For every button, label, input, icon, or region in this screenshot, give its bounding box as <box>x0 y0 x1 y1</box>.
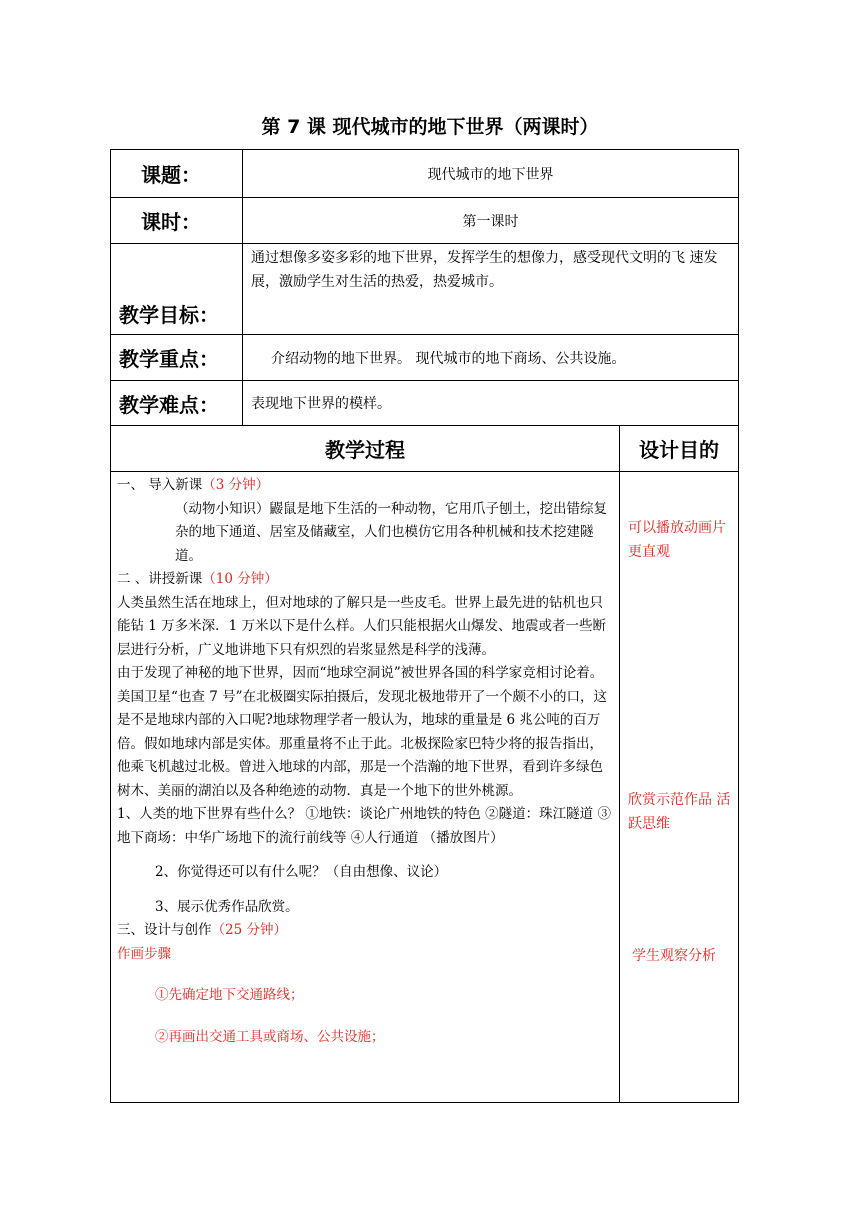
section-2-heading <box>117 568 615 592</box>
question-1: 1、人类的地下世界有些什么？ ①地铁：谈论广州地铁的特色 ②隧道：珠江隧道 ③地下商场：中华广场地下的流行前线等 ④人行通道 （播放图片） <box>117 806 611 846</box>
goal-row <box>111 244 739 335</box>
section-3-heading <box>117 919 615 943</box>
section-2-title: 二 、讲授新课 <box>117 571 203 587</box>
purpose-3: 学生观察分析 <box>632 948 716 964</box>
lesson-plan-table <box>110 149 739 1103</box>
section-1-text: （动物小知识）鼹鼠是地下生活的一种动物，它用爪子刨土，挖出错综复 杂的地下通道、居室及储藏室，人们也模仿它用各种机械和技术挖建隧道。 <box>175 500 607 564</box>
key-label: 教学重点： <box>111 335 243 381</box>
section-1-title: 一、 导入新课 <box>117 477 203 493</box>
drawing-step-1: ①先确定地下交通路线； <box>155 987 304 1003</box>
section-header-row <box>111 426 739 472</box>
purpose-2: 欣赏示范作品 活跃思维 <box>628 792 731 832</box>
period-value: 第一课时 <box>243 198 739 244</box>
process-header: 教学过程 <box>111 426 620 472</box>
difficulty-value: 表现地下世界的模样。 <box>243 381 739 426</box>
goal-label: 教学目标： <box>111 244 243 335</box>
section-2-time: （10 分钟） <box>202 571 278 587</box>
spacer <box>117 850 615 861</box>
period-row <box>111 198 739 244</box>
section-2-paragraph-1: 人类虽然生活在地球上，但对地球的了解只是一些皮毛。世界上最先进的钻机也只能钻 1 万多米深．1 万米以下是什么样。人们只能根据火山爆发、地震或者一些断层进行分析，广义地讲地下只有炽烈的岩浆显然是科学的浅薄。 <box>117 594 607 658</box>
question-3: 3、展示优秀作品欣赏。 <box>155 898 299 915</box>
process-content <box>111 472 620 1103</box>
period-label: 课时： <box>111 198 243 244</box>
process-row <box>111 472 739 1103</box>
spacer <box>117 966 615 984</box>
drawing-step-2: ②再画出交通工具或商场、公共设施； <box>155 1028 385 1045</box>
topic-label: 课题： <box>111 150 243 198</box>
question-2: 2、你觉得还可以有什么呢？（自由想像、议论） <box>155 864 448 880</box>
difficulty-row <box>111 381 739 426</box>
drawing-steps-label: 作画步骤 <box>117 945 171 962</box>
purpose-content <box>620 472 739 1103</box>
topic-row <box>111 150 739 198</box>
section-3-time: （25 分钟） <box>211 922 287 938</box>
section-2-paragraph-2: 由于发现了神秘的地下世界，因而“地球空洞说”被世界各国的科学家竞相讨论着。美国卫星“也查 7 号”在北极圈实际拍摄后，发现北极地带开了一个颇不小的口，这是不是地球内部的入口呢?地球物理学者一般认为，地球的重量是 6 兆公吨的百万倍。假如地球内部是实体。那重量将不止于此。北极探险家巴特少将的报告指出，他乘飞机越过北极。曾进入地球的内部，那是一个浩瀚的地下世界，看到许多绿色树木、美丽的湖泊以及各种绝迹的动物．真是一个地下的世外桃源。 <box>117 665 607 799</box>
goal-value: 通过想像多姿多彩的地下世界，发挥学生的想像力，感受现代文明的飞 速发展，激励学生对生活的热爱，热爱城市。 <box>243 244 739 335</box>
section-1-time: （3 分钟） <box>202 477 270 493</box>
page-title: 第 7 课 现代城市的地下世界（两课时） <box>261 116 599 138</box>
key-row <box>111 335 739 381</box>
purpose-header: 设计目的 <box>620 426 739 472</box>
spacer <box>117 1008 615 1026</box>
difficulty-label: 教学难点： <box>111 381 243 426</box>
purpose-1: 可以播放动画片更直观 <box>628 520 726 560</box>
section-3-title: 三、设计与创作 <box>117 922 212 938</box>
topic-value: 现代城市的地下世界 <box>243 150 739 198</box>
spacer <box>117 885 615 896</box>
section-1-heading <box>117 474 615 498</box>
key-value: 介绍动物的地下世界。 现代城市的地下商场、公共设施。 <box>243 335 739 381</box>
